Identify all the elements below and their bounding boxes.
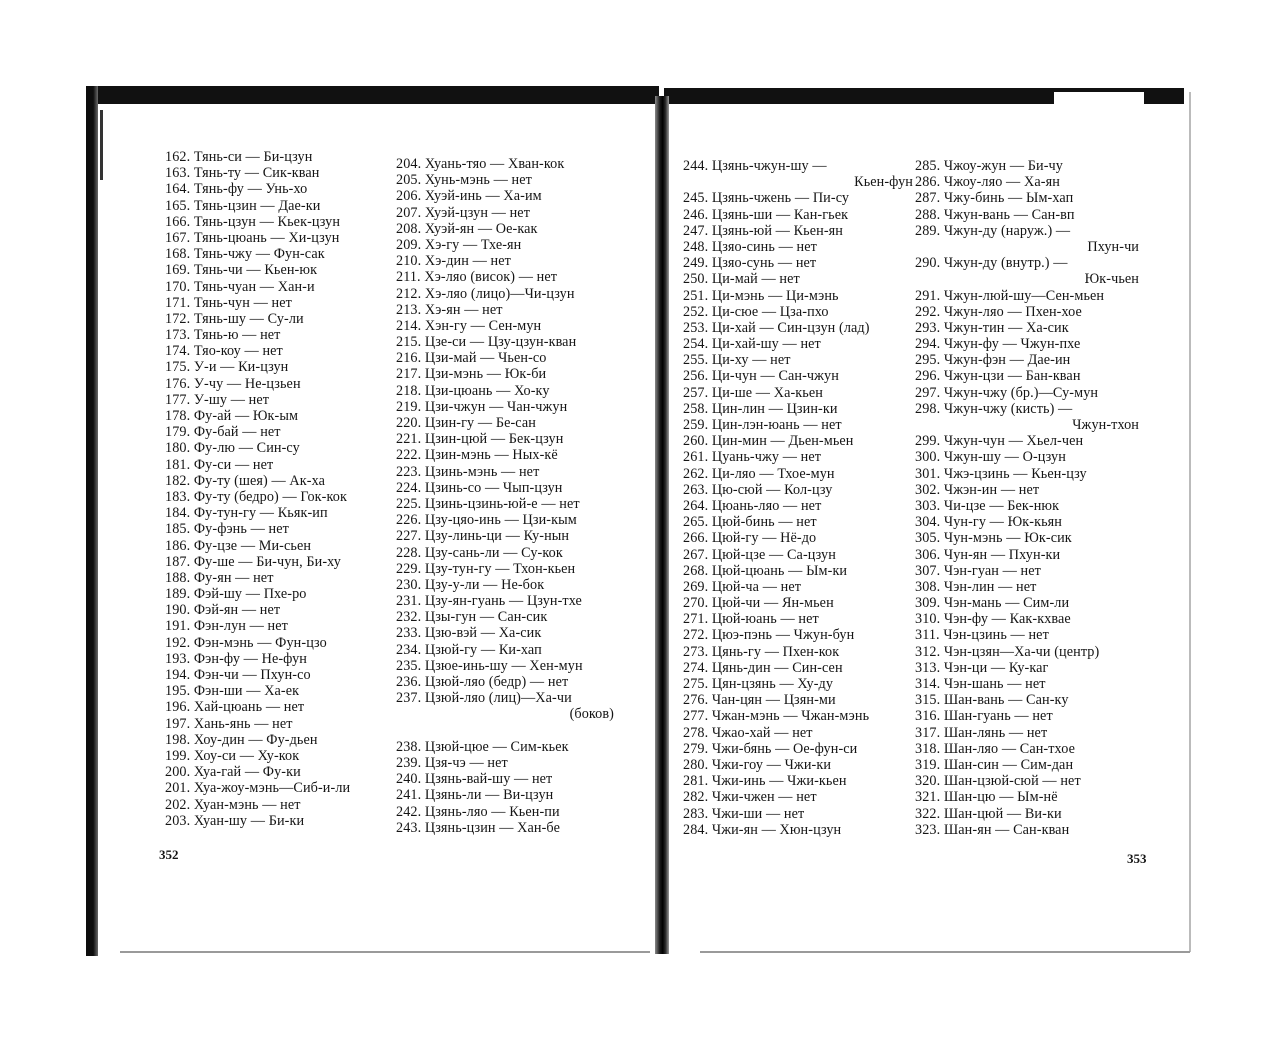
glossary-entry: 230. Цзу-у-ли — Не-бок — [396, 576, 545, 593]
glossary-entry: 296. Чжун-цзи — Бан-кван — [915, 368, 1081, 385]
glossary-entry: 250. Ци-май — нет — [683, 271, 800, 288]
glossary-entry: 232. Цзы-гун — Сан-сик — [396, 609, 548, 626]
glossary-entry: 310. Чэн-фу — Как-кхвае — [915, 611, 1071, 628]
glossary-entry: 297. Чжун-чжу (бр.)—Су-мун — [915, 384, 1099, 401]
glossary-entry: 241. Цзянь-ли — Ви-цзун — [396, 787, 554, 804]
glossary-entry: 251. Ци-мэнь — Ци-мэнь — [683, 287, 839, 304]
glossary-entry: 254. Ци-хай-шу — нет — [683, 336, 821, 353]
glossary-entry: 242. Цзянь-ляо — Кьен-пи — [396, 803, 560, 820]
glossary-entry: 204. Хуань-тяо — Хван-кок — [396, 156, 565, 172]
glossary-entry: 317. Шан-лянь — нет — [915, 724, 1048, 741]
glossary-entry — [396, 723, 614, 739]
glossary-entry: 309. Чэн-мань — Сим-ли — [915, 595, 1070, 612]
right-page-number: 353 — [1127, 851, 1147, 866]
glossary-entry: 176. У-чу — Не-цзьен — [165, 375, 301, 392]
glossary-entry: 244. Цзянь-чжун-шу — — [683, 158, 827, 174]
glossary-entry: 246. Цзянь-ши — Кан-гьек — [683, 206, 849, 223]
glossary-entry: 188. Фу-ян — нет — [165, 569, 274, 586]
glossary-entry-continuation: Пхун-чи — [1087, 238, 1139, 255]
glossary-entry: 177. У-шу — нет — [165, 391, 270, 408]
glossary-entry: 258. Цин-лин — Цзин-ки — [683, 400, 838, 417]
glossary-entry: 210. Хэ-дин — нет — [396, 253, 511, 270]
glossary-entry: 293. Чжун-тин — Ха-сик — [915, 319, 1069, 336]
glossary-entry: 207. Хуэй-цзун — нет — [396, 204, 531, 221]
glossary-entry: 183. Фу-ту (бедро) — Гок-кок — [165, 488, 347, 505]
glossary-entry: 301. Чжэ-цзинь — Кьен-цзу — [915, 465, 1087, 482]
glossary-entry: 193. Фэн-фу — Не-фун — [165, 650, 307, 667]
glossary-entry: 279. Чжи-бянь — Ое-фун-си — [683, 740, 858, 757]
glossary-entry: 184. Фу-тун-гу — Кьяк-ип — [165, 505, 328, 522]
scan-shadow-left-edge — [86, 86, 98, 956]
glossary-entry: 285. Чжоу-жун — Би-чу — [915, 158, 1063, 174]
glossary-entry: 194. Фэн-чи — Пхун-со — [165, 667, 311, 683]
scan-shadow-top-right — [664, 88, 1184, 104]
glossary-entry: 245. Цзянь-чжень — Пи-су — [683, 190, 850, 207]
glossary-entry: 168. Тянь-чжу — Фун-сак — [165, 246, 325, 263]
glossary-entry: 265. Цюй-бинь — нет — [683, 514, 817, 531]
glossary-entry: 167. Тянь-цюань — Хи-цзун — [165, 229, 340, 246]
glossary-entry-continuation: (боков) — [569, 706, 614, 723]
glossary-entry: 320. Шан-цзюй-сюй — нет — [915, 773, 1081, 790]
scan-bottom-edge-left — [120, 951, 650, 953]
glossary-entry: 248. Цзяо-синь — нет — [683, 238, 817, 255]
glossary-entry: 209. Хэ-гу — Тхе-ян — [396, 236, 522, 253]
glossary-entry: 256. Ци-чун — Сан-чжун — [683, 368, 839, 385]
glossary-entry: 165. Тянь-цзин — Дае-ки — [165, 197, 321, 214]
glossary-entry: 316. Шан-гуань — нет — [915, 708, 1053, 725]
glossary-entry: 312. Чэн-цзян—Ха-чи (центр) — [915, 643, 1100, 660]
glossary-entry: 190. Фэй-ян — нет — [165, 602, 281, 619]
glossary-entry: 275. Цян-цзянь — Ху-ду — [683, 676, 834, 692]
glossary-entry: 226. Цзу-цяо-инь — Цзи-кым — [396, 512, 577, 529]
glossary-entry: 318. Шан-ляо — Сан-тхое — [915, 740, 1075, 757]
glossary-entry: 213. Хэ-ян — нет — [396, 301, 503, 318]
glossary-entry: 255. Ци-ху — нет — [683, 352, 791, 369]
glossary-entry: 195. Фэн-ши — Ха-ек — [165, 683, 300, 700]
glossary-entry: 276. Чан-цян — Цзян-ми — [683, 692, 836, 709]
glossary-entry: 253. Ци-хай — Син-цзун (лад) — [683, 319, 870, 336]
glossary-entry: 283. Чжи-ши — нет — [683, 805, 805, 822]
glossary-entry: 215. Цзе-си — Цзу-цзун-кван — [396, 334, 577, 351]
glossary-entry: 223. Цзинь-мэнь — нет — [396, 463, 540, 480]
scan-bottom-edge-right — [700, 951, 1190, 953]
glossary-entry-continuation: Кьен-фун — [854, 174, 913, 191]
glossary-entry: 206. Хуэй-инь — Ха-им — [396, 188, 542, 205]
glossary-entry: 238. Цзюй-цюе — Сим-кьек — [396, 738, 569, 755]
glossary-entry: 268. Цюй-цюань — Ым-ки — [683, 562, 848, 579]
glossary-entry: 170. Тянь-чуан — Хан-и — [165, 278, 315, 295]
glossary-entry: 225. Цзинь-цзинь-юй-е — нет — [396, 495, 580, 512]
glossary-entry: 257. Ци-ше — Ха-кьен — [683, 384, 823, 401]
glossary-entry: 185. Фу-фэнь — нет — [165, 521, 289, 538]
glossary-entry: 205. Хунь-мэнь — нет — [396, 172, 532, 189]
glossary-entry: 197. Хань-янь — нет — [165, 715, 293, 732]
glossary-entry: 178. Фу-ай — Юк-ым — [165, 408, 299, 424]
glossary-entry: 271. Цюй-юань — нет — [683, 611, 819, 628]
glossary-entry: 174. Тяо-коу — нет — [165, 343, 283, 360]
glossary-entry: 175. У-и — Ки-цзун — [165, 359, 289, 376]
glossary-entry: 216. Цзи-май — Чьен-со — [396, 350, 547, 367]
glossary-entry: 240. Цзянь-вай-шу — нет — [396, 771, 553, 788]
scan-right-edge — [1189, 92, 1191, 952]
glossary-entry: 203. Хуан-шу — Би-ки — [165, 812, 305, 829]
glossary-entry: 313. Чэн-ци — Ку-каг — [915, 659, 1049, 676]
left-page-column-2 — [396, 156, 614, 836]
glossary-entry: 323. Шан-ян — Сан-кван — [915, 821, 1070, 838]
glossary-entry: 299. Чжун-чун — Хьел-чен — [915, 433, 1084, 450]
glossary-entry: 222. Цзин-мэнь — Ных-кё — [396, 447, 558, 464]
glossary-entry: 198. Хоу-дин — Фу-дьен — [165, 731, 318, 748]
glossary-entry: 208. Хуэй-ян — Ое-как — [396, 220, 538, 237]
glossary-entry: 281. Чжи-инь — Чжи-кьен — [683, 773, 847, 790]
glossary-entry: 288. Чжун-вань — Сан-вп — [915, 206, 1075, 223]
glossary-entry: 266. Цюй-гу — Нё-до — [683, 530, 817, 547]
glossary-entry: 235. Цзюе-инь-шу — Хен-мун — [396, 657, 583, 674]
glossary-entry: 315. Шан-вань — Сан-ку — [915, 692, 1069, 709]
glossary-entry: 259. Цин-лэн-юань — нет — [683, 417, 842, 433]
glossary-entry: 199. Хоу-си — Ху-кок — [165, 747, 300, 764]
glossary-entry: 163. Тянь-ту — Сик-кван — [165, 165, 320, 182]
glossary-entry: 200. Хуа-гай — Фу-ки — [165, 764, 301, 781]
glossary-entry: 173. Тянь-ю — нет — [165, 327, 281, 344]
glossary-entry: 322. Шан-цюй — Ви-ки — [915, 805, 1062, 822]
glossary-entry: 270. Цюй-чи — Ян-мьен — [683, 595, 834, 612]
glossary-entry: 319. Шан-син — Сим-дан — [915, 756, 1074, 773]
glossary-entry: 291. Чжун-люй-шу—Сен-мьен — [915, 287, 1105, 304]
glossary-entry: 172. Тянь-шу — Су-ли — [165, 310, 304, 327]
glossary-entry: 221. Цзин-цюй — Бек-цзун — [396, 431, 564, 448]
glossary-entry: 189. Фэй-шу — Пхе-ро — [165, 586, 307, 603]
glossary-entry: 202. Хуан-мэнь — нет — [165, 796, 301, 813]
glossary-entry: 262. Ци-ляо — Тхое-мун — [683, 465, 835, 482]
glossary-entry: 264. Цюань-ляо — нет — [683, 497, 822, 514]
glossary-entry: 192. Фэн-мэнь — Фун-цзо — [165, 634, 327, 651]
glossary-entry: 263. Цю-сюй — Кол-цзу — [683, 481, 833, 498]
glossary-entry: 182. Фу-ту (шея) — Ак-ха — [165, 472, 325, 489]
glossary-entry: 239. Цзя-чэ — нет — [396, 754, 508, 771]
glossary-entry: 286. Чжоу-ляо — Ха-ян — [915, 174, 1060, 191]
glossary-entry: 233. Цзю-вэй — Ха-сик — [396, 625, 542, 642]
glossary-entry: 228. Цзу-сань-ли — Су-кок — [396, 544, 563, 561]
glossary-entry: 249. Цзяо-сунь — нет — [683, 255, 817, 272]
glossary-entry-continuation: Юк-чьен — [1084, 271, 1139, 288]
glossary-entry: 227. Цзу-линь-ци — Ку-нын — [396, 528, 570, 545]
glossary-entry: 273. Цянь-гу — Пхен-кок — [683, 643, 840, 660]
glossary-entry: 214. Хэн-гу — Сен-мун — [396, 317, 542, 334]
glossary-entry: 237. Цзюй-ляо (лиц)—Ха-чи — [396, 690, 572, 707]
glossary-entry: 284. Чжи-ян — Хюн-цзун — [683, 821, 842, 838]
glossary-entry: 212. Хэ-ляо (лицо)—Чи-цзун — [396, 285, 575, 302]
glossary-entry-continuation: Чжун-тхон — [1072, 417, 1139, 433]
glossary-entry: 287. Чжу-бинь — Ым-хап — [915, 190, 1074, 207]
glossary-entry: 282. Чжи-чжен — нет — [683, 789, 817, 806]
glossary-entry: 179. Фу-бай — нет — [165, 424, 281, 441]
book-spine — [655, 96, 669, 954]
glossary-entry: 280. Чжи-гоу — Чжи-ки — [683, 756, 832, 773]
glossary-entry: 294. Чжун-фу — Чжун-пхе — [915, 336, 1081, 353]
glossary-entry: 247. Цзянь-юй — Кьен-ян — [683, 222, 843, 239]
glossary-entry: 321. Шан-цю — Ым-нё — [915, 789, 1058, 806]
left-page-number: 352 — [159, 847, 179, 862]
glossary-entry: 243. Цзянь-цзин — Хан-бе — [396, 819, 560, 836]
glossary-entry: 300. Чжун-шу — О-цзун — [915, 449, 1066, 466]
glossary-entry: 162. Тянь-си — Би-цзун — [165, 149, 313, 165]
glossary-entry: 164. Тянь-фу — Унь-хо — [165, 181, 308, 198]
glossary-entry: 181. Фу-си — нет — [165, 456, 274, 473]
glossary-entry: 166. Тянь-цзун — Кьек-цзун — [165, 213, 341, 230]
glossary-entry: 186. Фу-цзе — Ми-сьен — [165, 537, 312, 554]
glossary-entry: 191. Фэн-лун — нет — [165, 618, 288, 635]
glossary-entry: 196. Хай-цюань — нет — [165, 699, 305, 716]
glossary-entry: 211. Хэ-ляо (висок) — нет — [396, 269, 558, 286]
glossary-entry: 269. Цюй-ча — нет — [683, 578, 802, 595]
glossary-entry: 314. Чэн-шань — нет — [915, 676, 1046, 692]
glossary-entry: 278. Чжао-хай — нет — [683, 724, 813, 741]
scan-shadow-top-left — [86, 86, 659, 104]
glossary-entry: 298. Чжун-чжу (кисть) — — [915, 400, 1073, 417]
glossary-entry: 305. Чун-мэнь — Юк-сик — [915, 530, 1072, 547]
glossary-entry: 229. Цзу-тун-гу — Тхон-кьен — [396, 560, 576, 577]
glossary-entry: 308. Чэн-лин — нет — [915, 578, 1037, 595]
glossary-entry: 234. Цзюй-гу — Ки-хап — [396, 641, 542, 658]
glossary-entry: 306. Чун-ян — Пхун-ки — [915, 546, 1061, 563]
glossary-entry: 307. Чэн-гуан — нет — [915, 562, 1041, 579]
glossary-entry: 171. Тянь-чун — нет — [165, 294, 292, 311]
glossary-entry: 303. Чи-цзе — Бек-нюк — [915, 497, 1060, 514]
right-page-column-1 — [683, 158, 913, 838]
glossary-entry: 304. Чун-гу — Юк-кьян — [915, 514, 1062, 531]
glossary-entry: 219. Цзи-чжун — Чан-чжун — [396, 398, 568, 415]
glossary-entry: 236. Цзюй-ляо (бедр) — нет — [396, 674, 569, 690]
glossary-entry: 272. Цюэ-пэнь — Чжун-бун — [683, 627, 855, 644]
glossary-entry: 231. Цзу-ян-гуань — Цзун-тхе — [396, 593, 582, 610]
glossary-entry: 180. Фу-лю — Син-су — [165, 440, 300, 457]
glossary-entry: 274. Цянь-дин — Син-сен — [683, 659, 843, 676]
glossary-entry: 187. Фу-ше — Би-чун, Би-ху — [165, 553, 341, 570]
glossary-entry: 220. Цзин-гу — Бе-сан — [396, 415, 536, 431]
glossary-entry: 267. Цюй-цзе — Са-цзун — [683, 546, 836, 563]
glossary-entry: 289. Чжун-ду (наруж.) — — [915, 222, 1071, 239]
glossary-entry: 311. Чэн-цзинь — нет — [915, 627, 1049, 644]
glossary-entry: 169. Тянь-чи — Кьен-юк — [165, 262, 318, 279]
right-page-column-2 — [915, 158, 1139, 838]
glossary-entry: 261. Цуань-чжу — нет — [683, 449, 822, 466]
glossary-entry: 252. Ци-сюе — Цза-пхо — [683, 303, 829, 320]
glossary-entry: 302. Чжэн-ин — нет — [915, 481, 1040, 498]
glossary-entry: 292. Чжун-ляо — Пхен-хое — [915, 303, 1082, 320]
glossary-entry: 224. Цзинь-со — Чып-цзун — [396, 479, 563, 496]
glossary-entry: 260. Цин-мин — Дьен-мьен — [683, 433, 854, 450]
glossary-entry: 217. Цзи-мэнь — Юк-би — [396, 366, 547, 383]
glossary-entry: 290. Чжун-ду (внутр.) — — [915, 255, 1068, 272]
glossary-entry: 295. Чжун-фэн — Дае-ин — [915, 352, 1071, 369]
left-page-column-1 — [165, 149, 390, 829]
glossary-entry: 218. Цзи-цюань — Хо-ку — [396, 382, 550, 399]
glossary-entry: 277. Чжан-мэнь — Чжан-мэнь — [683, 708, 870, 725]
scan-shadow-left-mark — [100, 110, 103, 180]
glossary-entry: 201. Хуа-жоу-мэнь—Сиб-и-ли — [165, 780, 351, 797]
